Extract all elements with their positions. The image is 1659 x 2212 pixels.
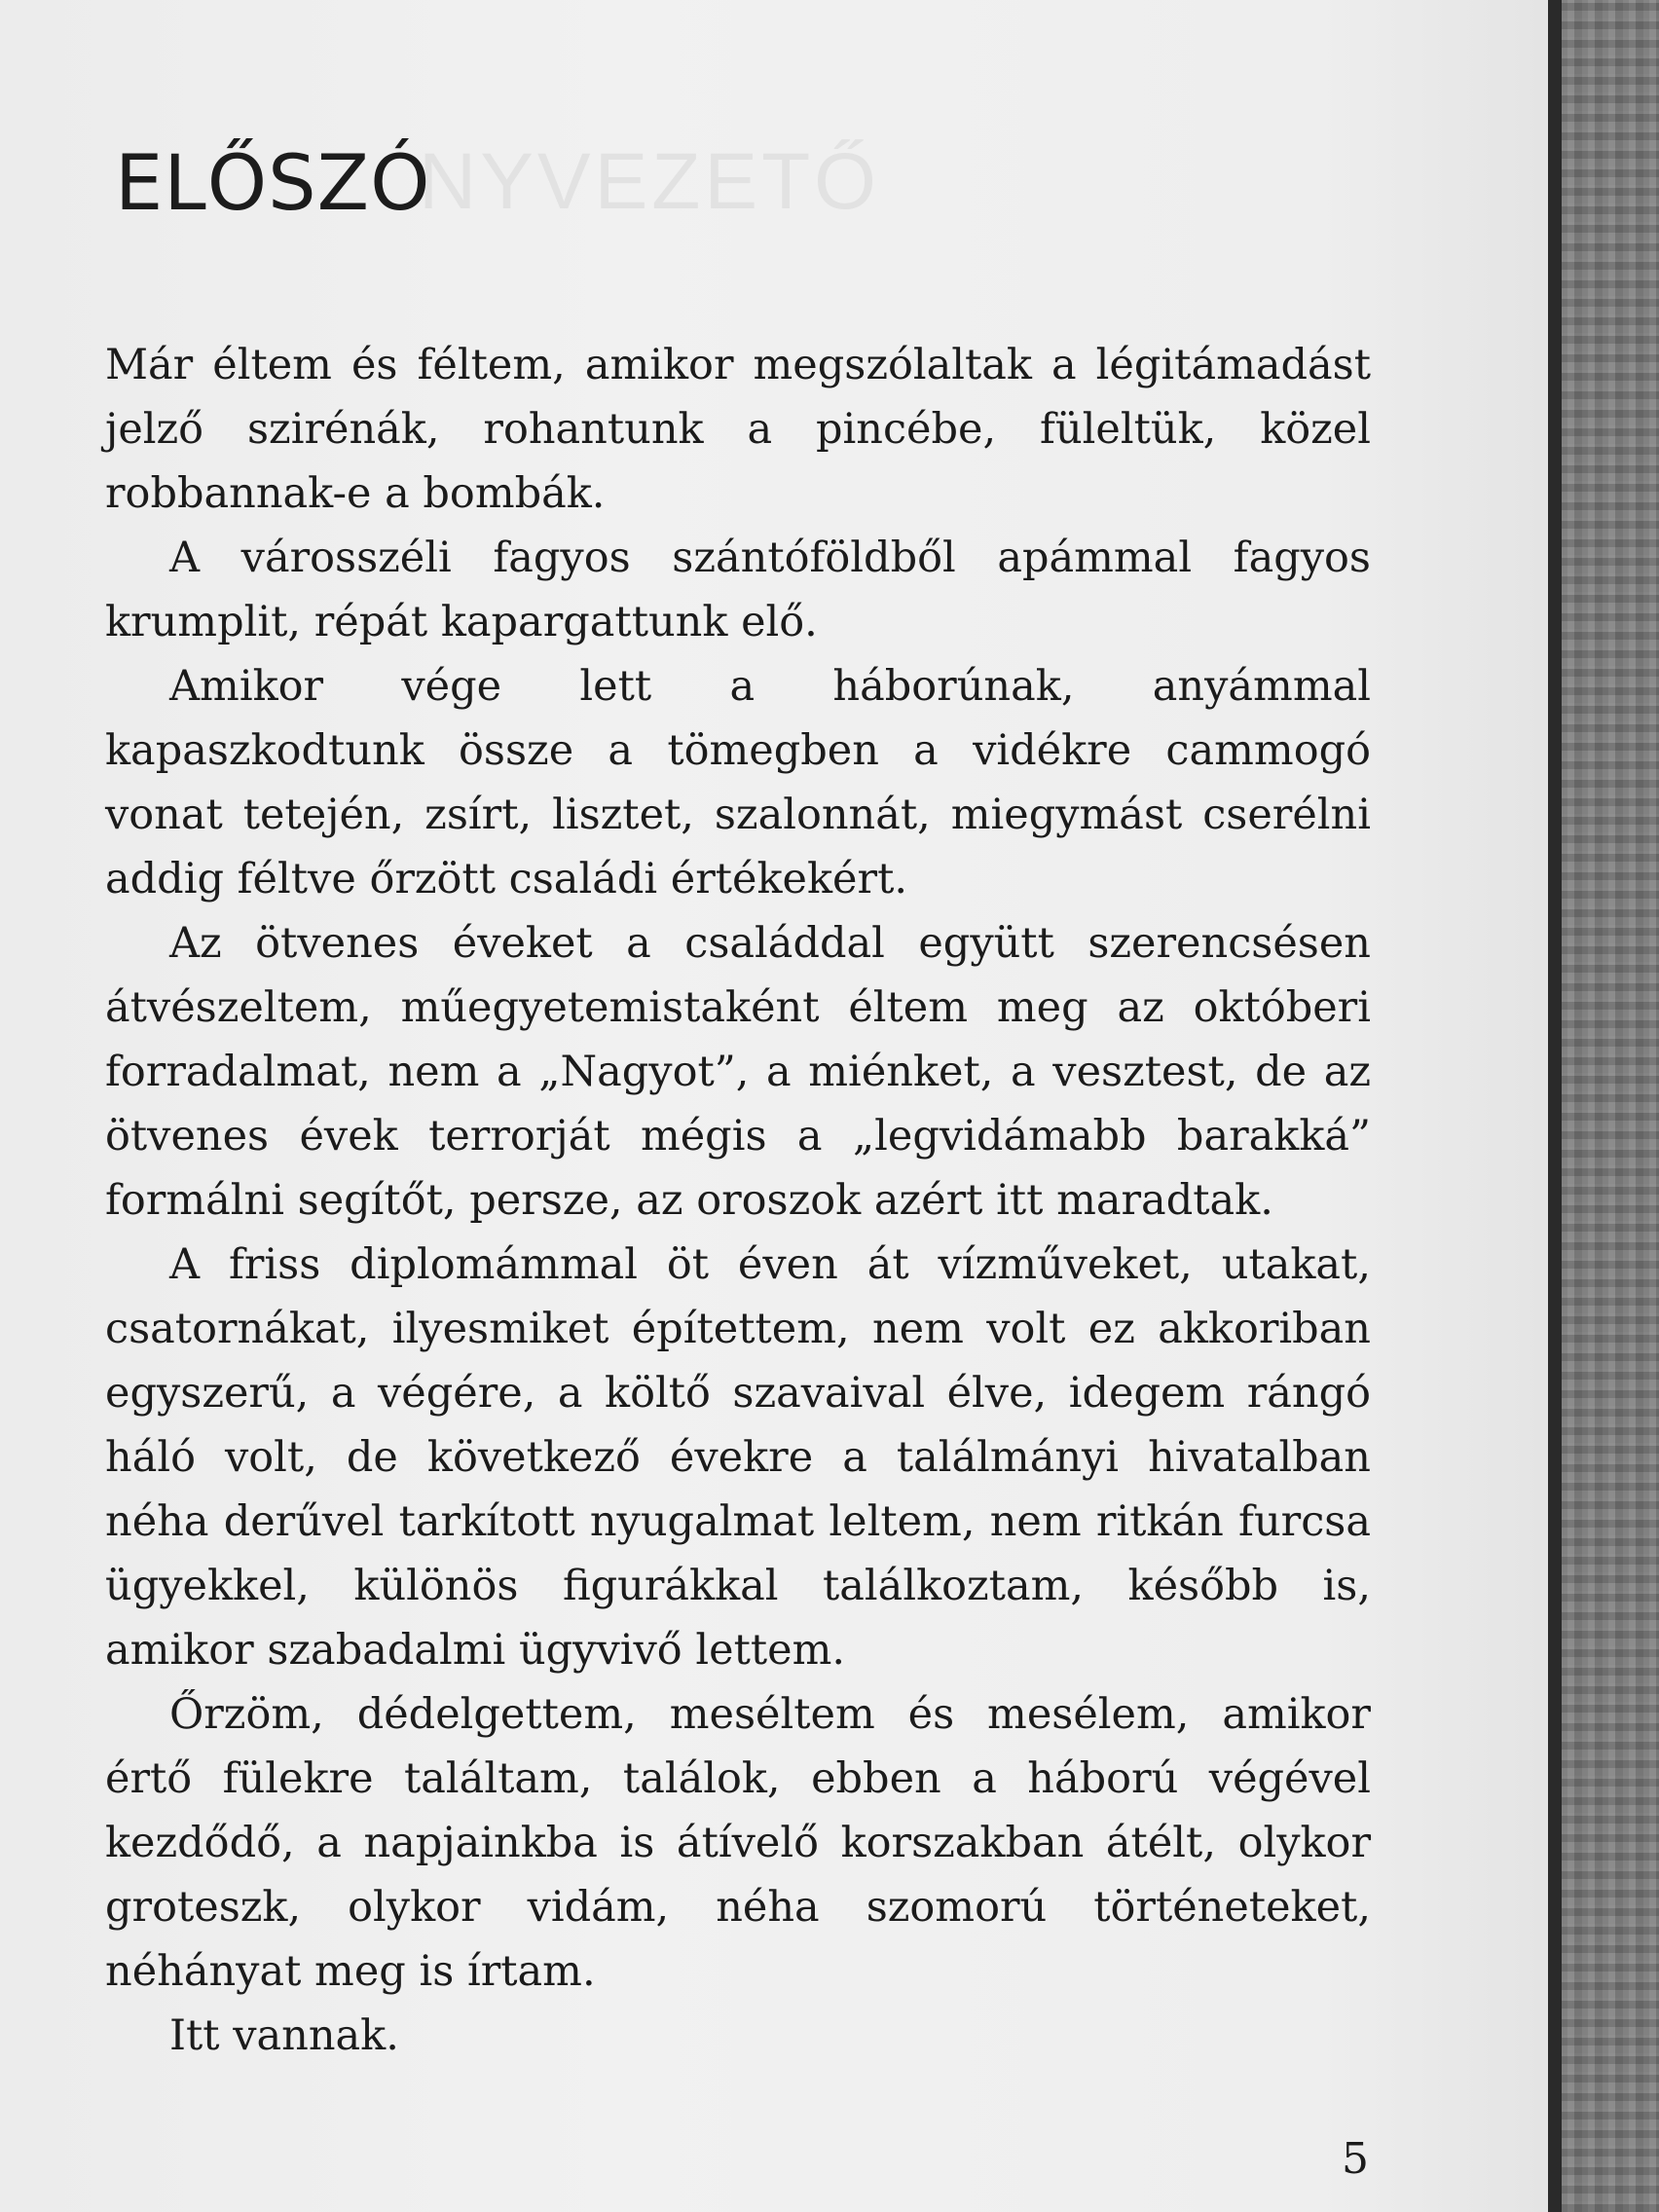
paragraph: Őrzöm, dédelgettem, meséltem és mesélem, amikor értő fülekre találtam, találok, ebben a háború végével kezdődő, a napjainkba is átívelő korszakban átélt, olykor groteszk, olykor vidám, néha szomorú történeteket, néhányat meg is írtam. — [105, 1690, 1371, 1996]
bleed-through-text: NYVEZETŐ — [419, 137, 880, 226]
page-title: ELŐSZÓ — [115, 140, 431, 228]
paragraph: A friss diplomámmal öt éven át vízműveket, utakat, csatornákat, ilyesmiket építettem, nem volt ez akkoriban egyszerű, a végére, a költő szavaival élve, idegem rángó háló volt, de következő évekre a találmányi hivatalban néha derűvel tarkított nyugalmat leltem, nem ritkán furcsa ügyekkel, különös figurákkal találkoztam, később is, amikor szabadalmi ügyvivő lettem. — [105, 1240, 1371, 1675]
page-number: 5 — [1342, 2134, 1369, 2184]
background-surface — [1562, 0, 1659, 2212]
paragraph: Az ötvenes éveket a családdal együtt szerencsésen átvészeltem, műegyetemistaként éltem meg az októberi forradalmat, nem a „Nagyot”, a miénket, a vesztest, de az ötvenes évek terrorját mégis a „legvidámabb barakká” formálni segítőt, persze, az oroszok azért itt maradtak. — [105, 919, 1371, 1225]
paragraph: Amikor vége lett a háborúnak, anyámmal kapaszkodtunk össze a tömegben a vidékre cammogó vonat tetején, zsírt, lisztet, szalonnát, miegymást cserélni addig féltve őrzött családi értékekért. — [105, 662, 1371, 903]
paragraph: A városszéli fagyos szántóföldből apámmal fagyos krumplit, répát kapargattunk elő. — [105, 534, 1371, 646]
paragraph: Már éltem és féltem, amikor megszólaltak a légitámadást jelző szirénák, rohantunk a pincébe, füleltük, közel robbannak-e a bombák. — [105, 341, 1371, 518]
body-text — [105, 333, 1371, 2068]
paragraph: Itt vannak. — [169, 2011, 399, 2060]
page-edge — [1548, 0, 1562, 2212]
